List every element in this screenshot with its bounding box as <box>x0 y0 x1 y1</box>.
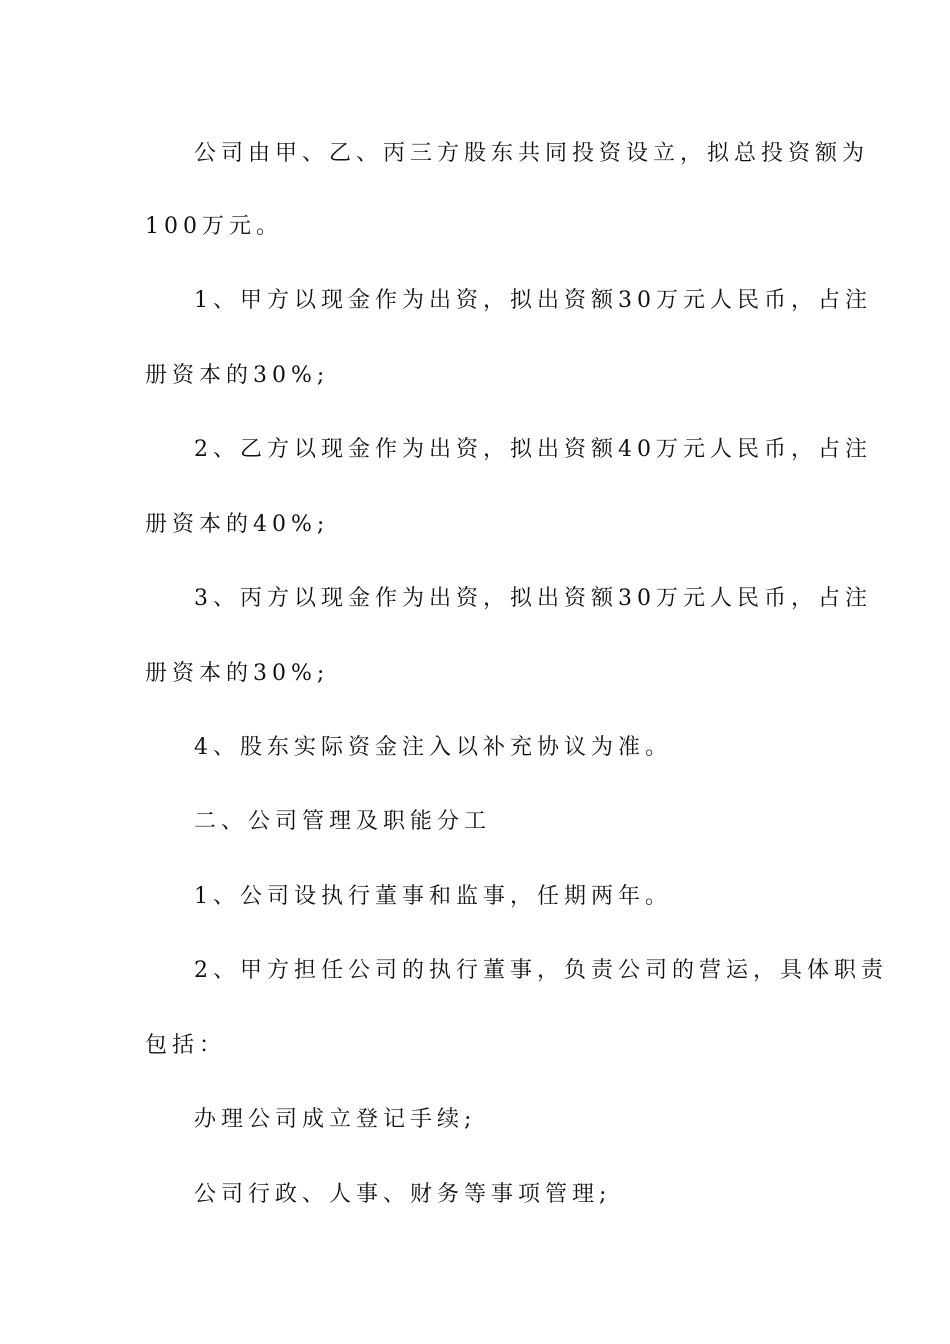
paragraph-1-line-2: 100万元。 <box>145 214 283 239</box>
paragraph-2-line-1: 1、甲方以现金作为出资，拟出资额30万元人民币，占注 <box>194 288 872 313</box>
paragraph-3-line-2: 册资本的40%; <box>145 512 330 537</box>
paragraph-3-line-1: 2、乙方以现金作为出资，拟出资额40万元人民币，占注 <box>194 437 872 462</box>
paragraph-10-line-1: 公司行政、人事、财务等事项管理; <box>194 1182 612 1207</box>
paragraph-4-line-2: 册资本的30%; <box>145 661 330 686</box>
paragraph-7-line-1: 1、公司设执行董事和监事，任期两年。 <box>194 884 672 909</box>
paragraph-1-line-1: 公司由甲、乙、丙三方股东共同投资设立，拟总投资额为 <box>194 141 870 166</box>
paragraph-2-line-2: 册资本的30%; <box>145 363 330 388</box>
paragraph-5-line-1: 4、股东实际资金注入以补充协议为准。 <box>194 735 672 760</box>
paragraph-9-line-1: 办理公司成立登记手续; <box>194 1107 477 1132</box>
paragraph-4-line-1: 3、丙方以现金作为出资，拟出资额30万元人民币，占注 <box>194 586 872 611</box>
paragraph-8-line-2: 包括： <box>145 1033 227 1058</box>
section-heading: 二、公司管理及职能分工 <box>194 809 492 834</box>
paragraph-8-line-1: 2、甲方担任公司的执行董事，负责公司的营运，具体职责 <box>194 958 888 983</box>
